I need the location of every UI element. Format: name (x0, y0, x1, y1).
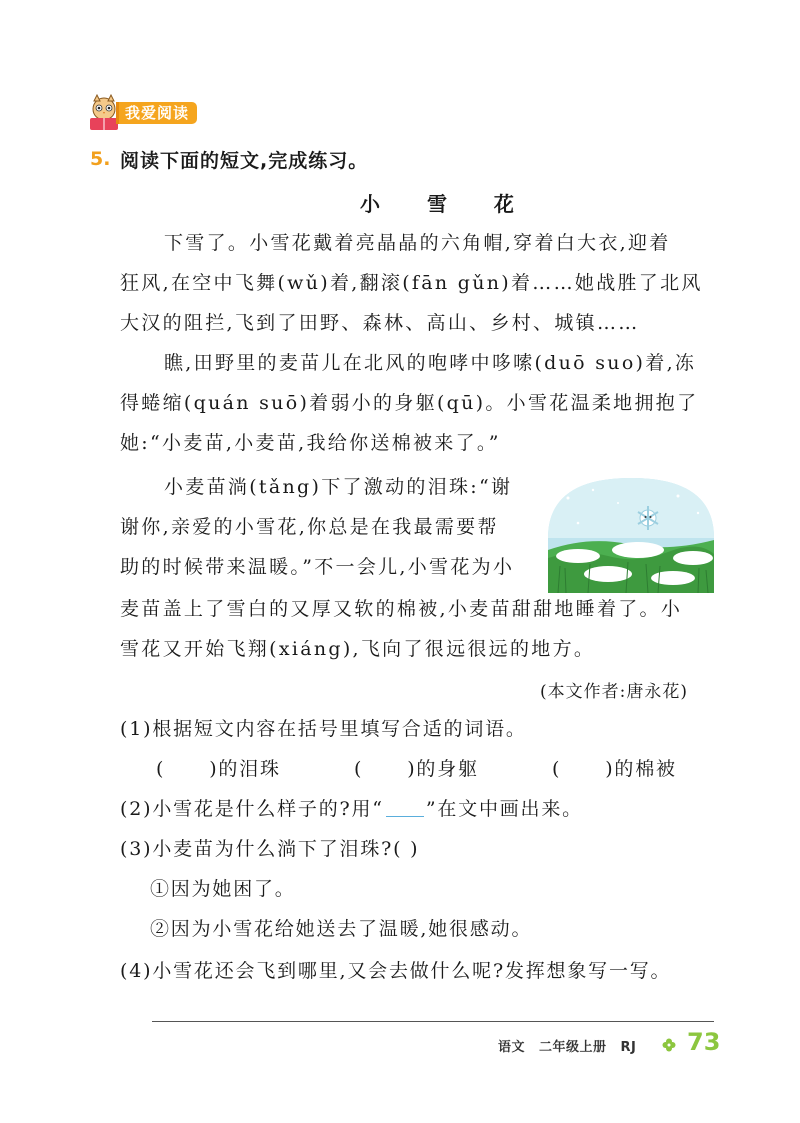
exercise-3-option-2: ②因为小雪花给她送去了温暖,她很感动。 (150, 918, 533, 940)
page-number: 73 (687, 1028, 721, 1056)
exercise-1-blank-2[interactable]: ( )的身躯 (354, 758, 479, 780)
question-instruction: 阅读下面的短文,完成练习。 (120, 150, 369, 172)
story-line: 小麦苗淌(tǎng)下了激动的泪珠:“谢 (164, 476, 513, 498)
snowflake-field-illustration (548, 478, 714, 593)
story-line: 谢你,亲爱的小雪花,你总是在我最需要帮 (120, 516, 499, 538)
story-line: 雪花又开始飞翔(xiáng),飞向了很远很远的地方。 (120, 638, 596, 660)
footer-book-info (498, 1036, 650, 1055)
story-line: 麦苗盖上了雪白的又厚又软的棉被,小麦苗甜甜地睡着了。小 (120, 598, 683, 620)
story-line: 得蜷缩(quán suō)着弱小的身躯(qū)。小雪花温柔地拥抱了 (120, 392, 699, 414)
section-badge: 我爱阅读 (116, 102, 197, 124)
exercise-1-prompt: (1)根据短文内容在括号里填写合适的词语。 (120, 718, 527, 740)
footer-divider (152, 1021, 714, 1022)
exercise-4-prompt: (4)小雪花还会飞到哪里,又会去做什么呢?发挥想象写一写。 (120, 960, 672, 982)
story-line: 狂风,在空中飞舞(wǔ)着,翻滚(fān gǔn)着……她战胜了北风 (120, 272, 703, 294)
clover-icon (662, 1038, 676, 1052)
story-line: 下雪了。小雪花戴着亮晶晶的六角帽,穿着白大衣,迎着 (164, 232, 671, 254)
story-line: 瞧,田野里的麦苗儿在北风的咆哮中哆嗦(duō suo)着,冻 (164, 352, 697, 374)
story-title: 小 雪 花 (360, 192, 534, 216)
footer-edition: RJ (620, 1040, 637, 1055)
story-author: (本文作者:唐永花) (540, 682, 688, 702)
exercise-3-option-1: ①因为她困了。 (150, 878, 296, 900)
wavy-underline-sample (386, 798, 424, 817)
story-line: 大汉的阻拦,飞到了田野、森林、高山、乡村、城镇…… (120, 312, 640, 334)
story-line: 她:“小麦苗,小麦苗,我给你送棉被来了。” (120, 432, 501, 454)
question-number: 5. (90, 148, 111, 170)
exercise-3-prompt[interactable]: (3)小麦苗为什么淌下了泪珠?( ) (120, 838, 420, 860)
story-line: 助的时候带来温暖。”不一会儿,小雪花为小 (120, 556, 515, 578)
footer-grade: 二年级上册 (539, 1040, 607, 1055)
footer-subject: 语文 (498, 1040, 526, 1055)
section-header (86, 94, 216, 134)
exercise-1-blank-3[interactable]: ( )的棉被 (552, 758, 677, 780)
exercise-1-blank-1[interactable]: ( )的泪珠 (156, 758, 281, 780)
exercise-2-prompt: (2)小雪花是什么样子的?用“ ”在文中画出来。 (120, 798, 583, 820)
